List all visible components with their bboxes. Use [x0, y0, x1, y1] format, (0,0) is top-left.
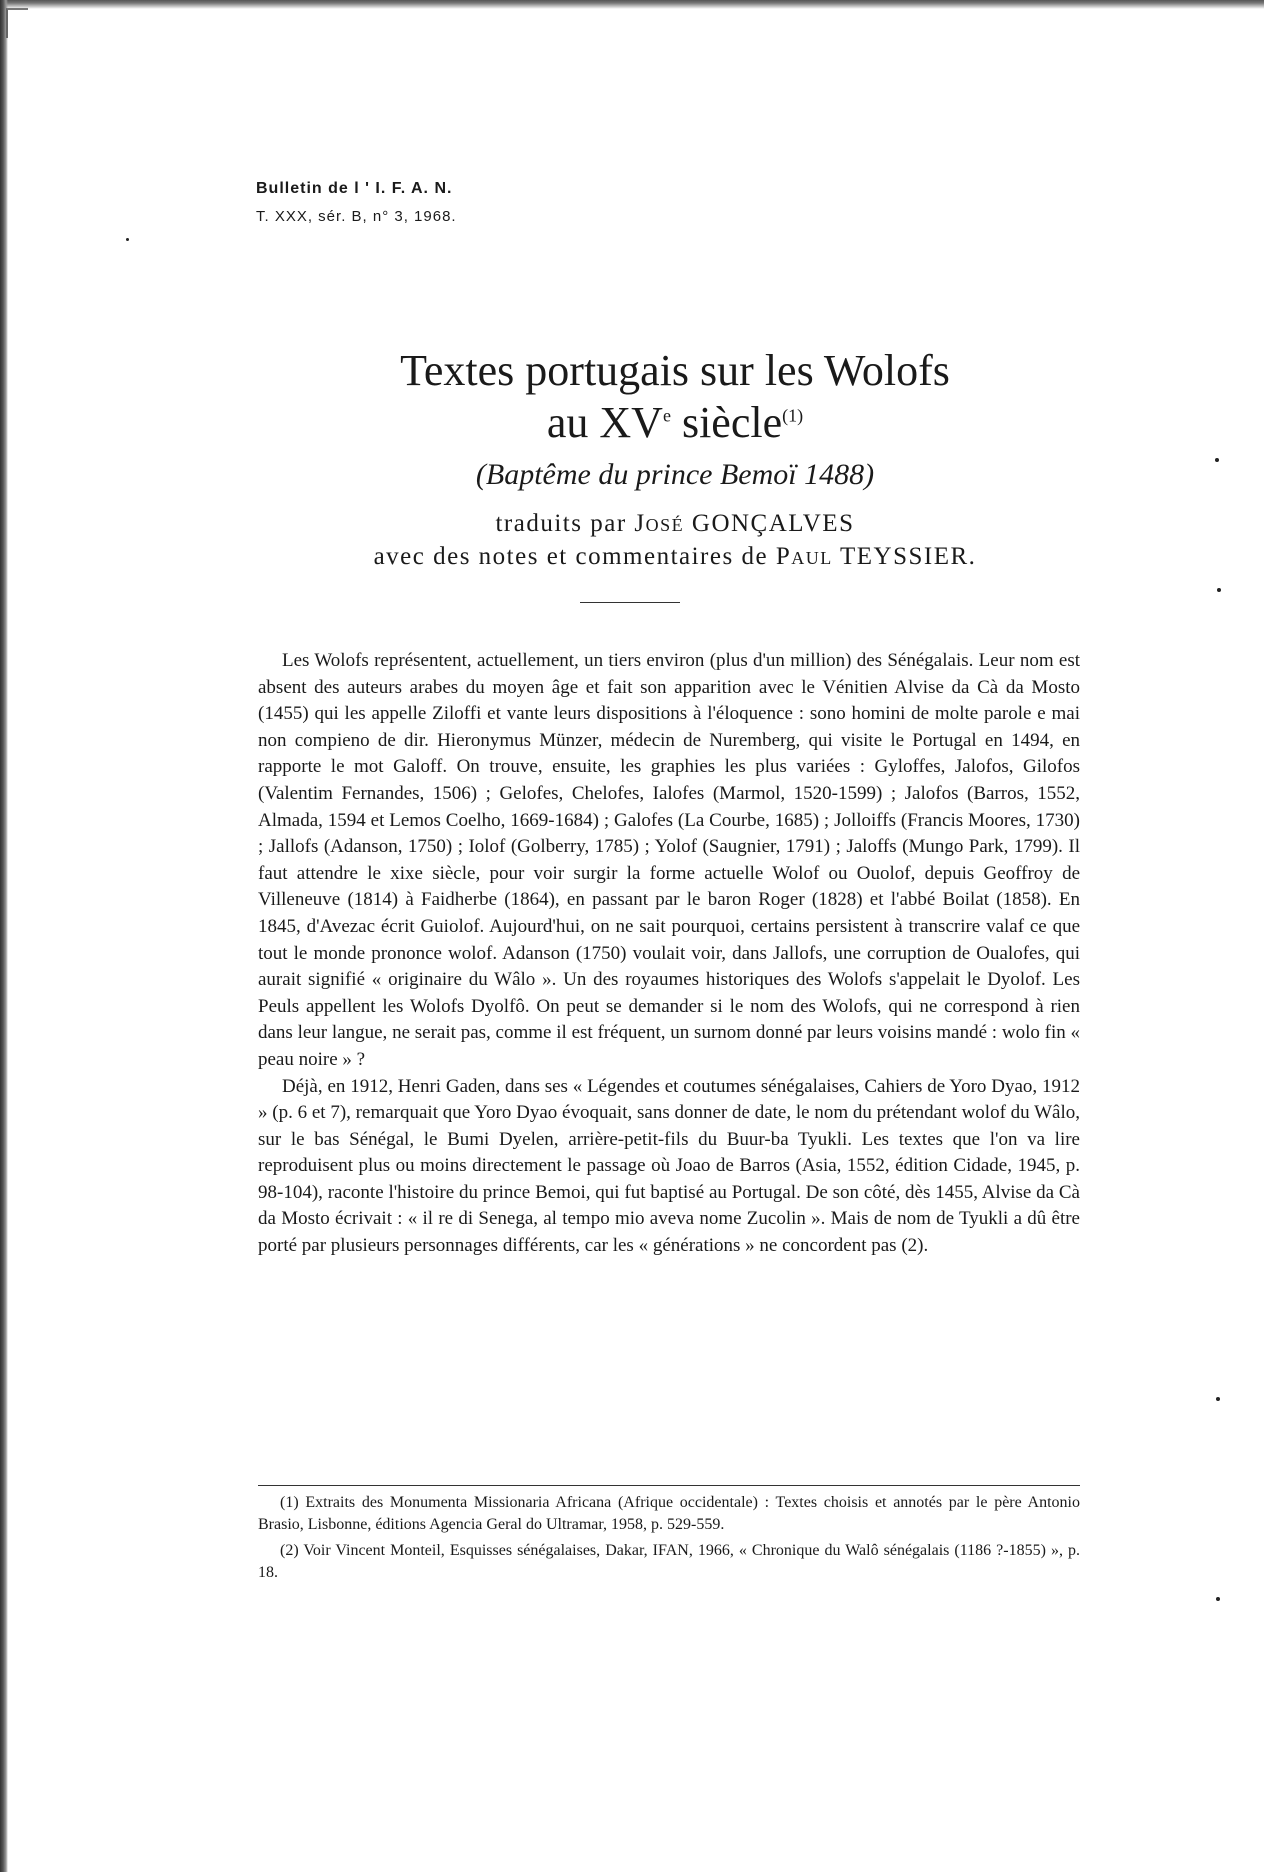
scan-speck [1216, 1397, 1220, 1401]
byline-annotator [250, 540, 1100, 573]
body-paragraph-1: Les Wolofs représentent, actuellement, un tiers environ (plus d'un million) des Sénégalais. Leur nom est absent des auteurs arabes du moyen âge et fait son apparition avec le Vénitien Alvise da Cà da Mosto (1455) qui les appelle Ziloffi et vante leurs dispositions à l'éloquence : sono homini de molte parole e mai non compieno de dir. Hieronymus Münzer, médecin de Nuremberg, qui visite le Portugal en 1494, en rapporte le mot Galoff. On trouve, ensuite, les graphies les plus variées : Gyloffes, Jalofos, Gilofos (Valentim Fernandes, 1506) ; Gelofes, Chelofes, Ialofes (Marmol, 1520-1599) ; Jalofos (Barros, 1552, Almada, 1594 et Lemos Coelho, 1669-1684) ; Galofes (La Courbe, 1685) ; Jolloiffs (Francis Moores, 1730) ; Jallofs (Adanson, 1750) ; Iolof (Golberry, 1785) ; Yolof (Saugnier, 1791) ; Jaloffs (Mungo Park, 1799). Il faut attendre le xixe siècle, pour voir surgir la forme actuelle Wolof ou Ouolof, depuis Geoffroy de Villeneuve (1814) à Faidherbe (1864), en passant par le baron Roger (1828) et l'abbé Boilat (1858). En 1845, d'Avezac écrit Guiolof. Aujourd'hui, on ne sait pourquoi, certains persistent à transcrire valaf ce que tout le monde prononce wolof. Adanson (1750) voulait voir, dans Jallofs, une corruption de Oualofes, qui aurait signifié « originaire du Wâlo ». Un des royaumes historiques des Wolofs s'appelait le Dyolof. Les Peuls appellent les Wolofs Dyolfô. On peut se demander si le nom des Wolofs, qui ne correspond à rien dans leur langue, ne serait pas, comme il est fréquent, un surnom donné par leurs voisins mandé : wolo fin « peau noire » ? [258, 650, 1080, 1070]
byline-notes-by: avec des notes et commentaires de [373, 543, 769, 570]
footnote-rule [258, 1485, 1080, 1486]
article-title-line1: Textes portugais sur les Wolofs [400, 346, 950, 395]
scan-speck [1215, 458, 1219, 462]
footnotes [258, 1492, 1080, 1588]
scan-speck [126, 238, 129, 241]
article-subtitle: (Baptême du prince Bemoï 1488) [475, 458, 875, 491]
footnote-ref-1: (1) [782, 405, 804, 426]
scan-edge-left [0, 0, 8, 1872]
title-separator [580, 602, 680, 603]
title-line2-sup: e [662, 405, 671, 426]
article-title-block [250, 345, 1100, 573]
journal-header [256, 180, 457, 225]
body-paragraph-2: Déjà, en 1912, Henri Gaden, dans ses « Légendes et coutumes sénégalaises, Cahiers de Yoro Dyao, 1912 » (p. 6 et 7), remarquait que Yoro Dyao évoquait, sans donner de date, le nom du prétendant wolof du Wâlo, sur le bas Sénégal, le Bumi Dyelen, arrière-petit-fils du Buur-ba Tyukli. Les textes que l'on va lire reproduisent plus ou moins directement le passage où Joao de Barros (Asia, 1552, édition Cidade, 1945, p. 98-104), raconte l'histoire du prince Bemoi, qui fut baptisé au Portugal. De son côté, dès 1455, Alvise da Cà da Mosto écrivait : « il re di Senega, al tempo mio aveva nome Zucolin ». Mais de nom de Tyukli a dû être porté par plusieurs personnages différents, car les « générations » ne concordent pas (2). [258, 1075, 1080, 1257]
scan-edge-top [0, 0, 1264, 9]
footnote-1: (1) Extraits des Monumenta Missionaria Africana (Afrique occidentale) : Textes choisis et annotés par le père Antonio Brasio, Lisbonne, éditions Agencia Geral do Ultramar, 1958, p. 529-559. [258, 1494, 1080, 1533]
scan-speck [1216, 1597, 1220, 1601]
byline-translated-by: traduits par [495, 510, 627, 537]
title-line2-prefix: au XV [546, 398, 663, 447]
article-body [258, 648, 1080, 1260]
footnote-2: (2) Voir Vincent Monteil, Esquisses sénégalaises, Dakar, IFAN, 1966, « Chronique du Walô sénégalais (1186 ?-1855) », p. 18. [258, 1542, 1080, 1581]
annotator-name: Paul TEYSSIER. [775, 543, 977, 570]
scan-corner-mark [6, 8, 28, 38]
scan-speck [1217, 588, 1221, 592]
title-line2-suffix: siècle [670, 398, 783, 447]
article-title-line2 [250, 397, 1100, 449]
journal-citation: T. XXX, sér. B, n° 3, 1968. [256, 208, 457, 225]
translator-name: José GONÇALVES [634, 510, 855, 537]
journal-name: Bulletin de l ' I. F. A. N. [256, 180, 453, 197]
byline-translator [250, 507, 1100, 540]
